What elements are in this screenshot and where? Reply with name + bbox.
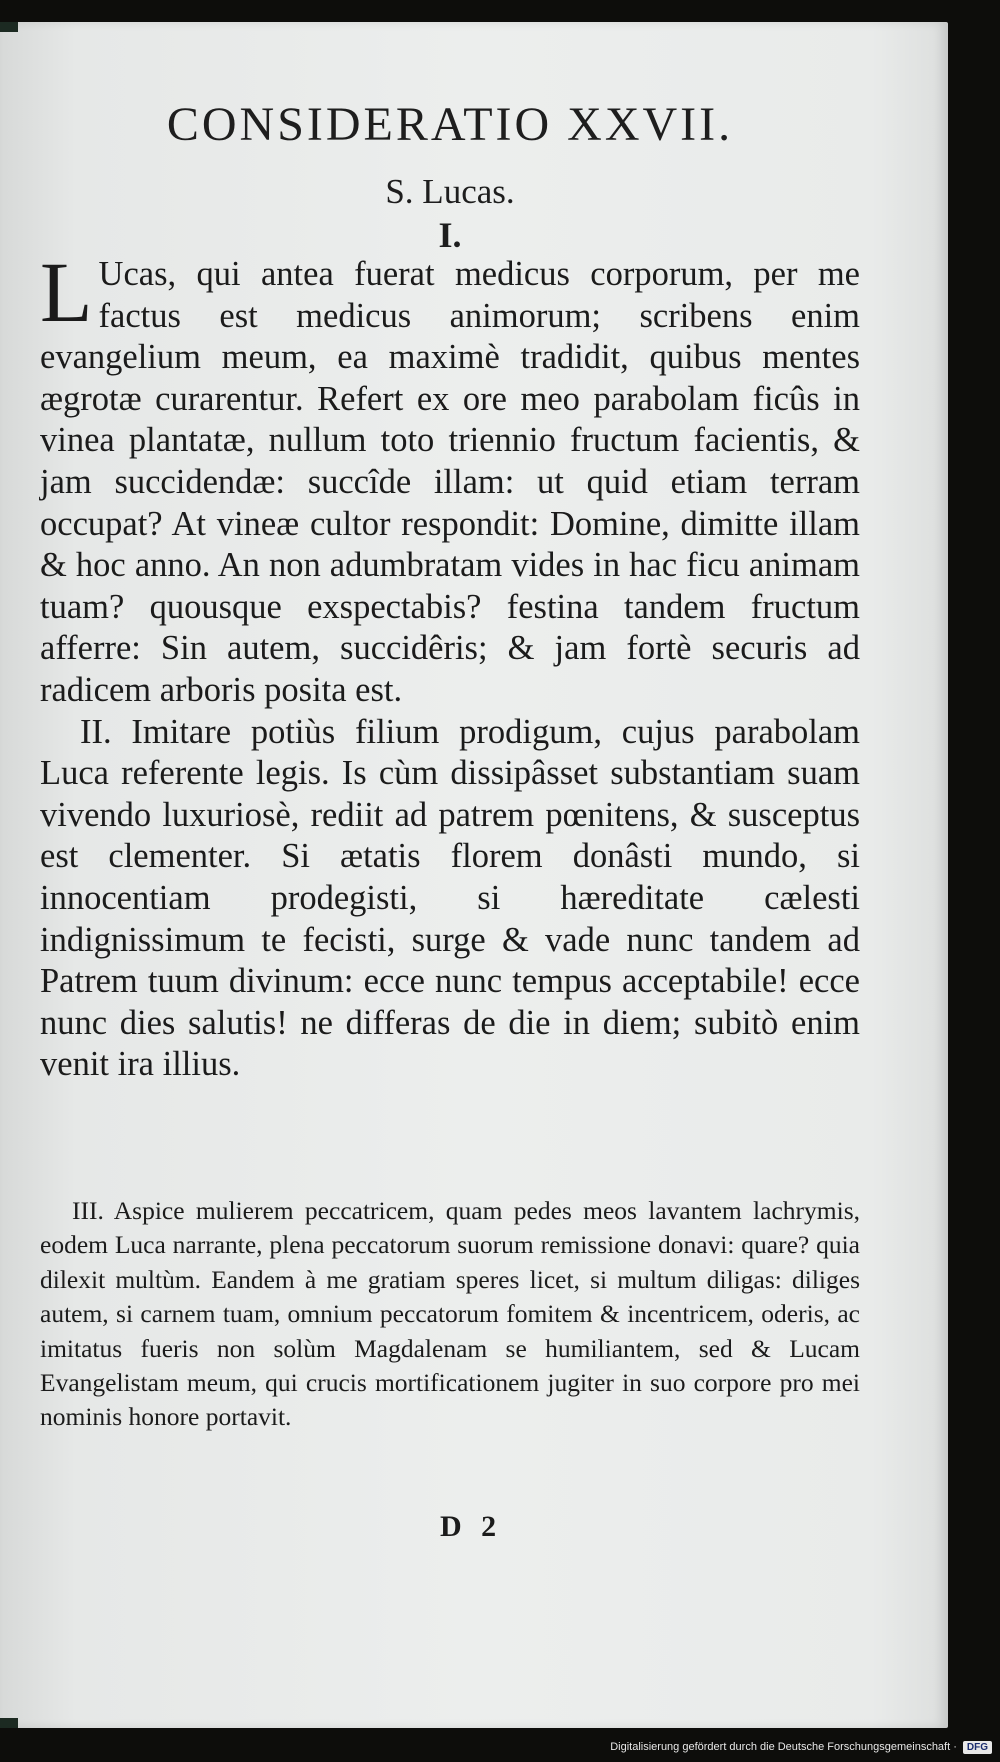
paragraph-one: [40, 244, 860, 712]
paragraph-two: II. Imitare potiùs filium prodigum, cujus parabolam Luca referente legis. Is cùm dissipâsset substantiam suam vivendo luxuriosè, rediit ad patrem pœnitens, & susceptus est clementer. Si ætatis florem donâsti mundo, si innocentiam prodegisti, si hæreditate cælesti indignissimum te fecisti, surge & vade nunc tandem ad Patrem tuum divinum: ecce nunc tempus acceptabile! ecce nunc dies salutis! ne differas de die in diem; subitò enim venit ira illius.: [40, 712, 860, 1084]
digitization-footer: [610, 1736, 992, 1758]
spine-edge-top: [0, 22, 18, 32]
spine-edge-bottom: [0, 1718, 18, 1728]
book-page: [0, 22, 948, 1728]
dfg-logo-icon: DFG: [963, 1741, 992, 1754]
section-number-one: I.: [438, 215, 462, 255]
paragraph-one-text: Ucas, qui antea fuerat medicus corporum, per me factus est medicus animorum; scribens enim evangelium meum, ea maximè tradidit, quibus mentes ægrotæ curarentur. Refert ex ore meo parabolam ficûs in vinea plantatæ, nullum toto triennio fructum facientis, & jam succidendæ: succîde illam: ut quid etiam terram occupat? At vineæ cultor respondit: Domine, dimitte illam & hoc anno. An non adumbratam vides in hac ficu animam tuam? quousque exspectabis? festina tandem fructum afferre: Sin autem, succidêris; & jam fortè securis ad radicem arboris posita est.: [40, 255, 860, 709]
page-subtitle: S. Lucas.: [385, 172, 515, 211]
drop-cap: L: [40, 244, 93, 340]
footer-credit: Digitalisierung gefördert durch die Deutsche Forschungsgemeinschaft ·: [610, 1741, 957, 1753]
note-text-block: [40, 1194, 860, 1435]
paragraph-three: III. Aspice mulierem peccatricem, quam pedes meos lavantem lachrymis, eodem Luca narrante, plena peccatorum suorum remissione donavi: quare? quia dilexit multùm. Eandem à me gratiam speres licet, si multum diligas: diliges autem, si carnem tuam, omnium peccatorum fomitem & incentricem, oderis, ac imitatus fueris non solùm Magdalenam se humiliantem, sed & Lucam Evangelistam meum, qui crucis mortificationem jugiter in suo corpore pro mei nominis honore portavit.: [40, 1196, 860, 1432]
page-title: CONSIDERATIO XXVII.: [166, 98, 734, 151]
main-text-block: [40, 244, 860, 1086]
signature-mark: D 2: [440, 1510, 503, 1543]
